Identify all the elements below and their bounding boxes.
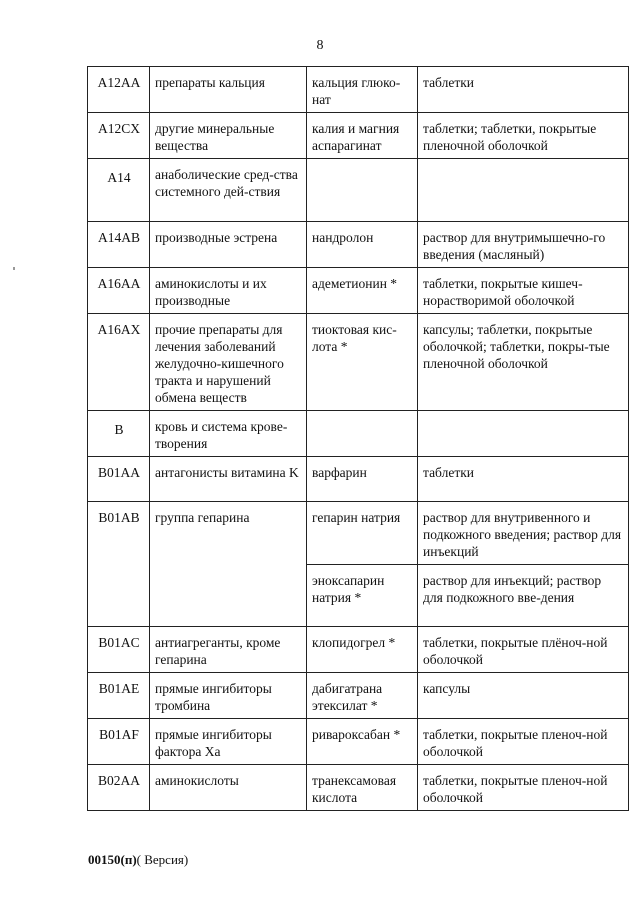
atc-code: B01AC	[88, 627, 150, 673]
atc-code: B01AB	[88, 502, 150, 627]
dosage-form: таблетки	[418, 67, 629, 113]
drug-name: дабигатрана этексилат *	[307, 673, 418, 719]
dosage-form: раствор для внутримышечно-го введения (масляный)	[418, 222, 629, 268]
table-row	[88, 457, 629, 502]
dosage-form: таблетки, покрытые кишеч-норастворимой оболочкой	[418, 268, 629, 314]
dosage-form: капсулы; таблетки, покрытые оболочкой; таблетки, покры-тые пленочной оболочкой	[418, 314, 629, 411]
table-row	[88, 765, 629, 811]
drug-name: транексамовая кислота	[307, 765, 418, 811]
group-name: антиагреганты, кроме гепарина	[150, 627, 307, 673]
atc-code: A12AA	[88, 67, 150, 113]
drug-table	[87, 66, 629, 811]
table-row	[88, 673, 629, 719]
group-name: препараты кальция	[150, 67, 307, 113]
group-name: кровь и система крове-творения	[150, 411, 307, 457]
document-code: 00150(п)	[88, 852, 137, 867]
drug-name: калия и магния аспарагинат	[307, 113, 418, 159]
page-number: 8	[316, 38, 324, 53]
atc-code: B	[88, 411, 150, 457]
drug-name: тиоктовая кис-лота *	[307, 314, 418, 411]
dosage-form: таблетки; таблетки, покрытые пленочной оболочкой	[418, 113, 629, 159]
group-name: производные эстрена	[150, 222, 307, 268]
group-name: прямые ингибиторы фактора Xa	[150, 719, 307, 765]
dosage-form: капсулы	[418, 673, 629, 719]
drug-name: гепарин натрия	[307, 502, 418, 565]
table-row	[88, 113, 629, 159]
table-row	[88, 67, 629, 113]
table-row	[88, 411, 629, 457]
document-footer	[88, 852, 188, 868]
atc-code: B01AF	[88, 719, 150, 765]
group-name: аминокислоты	[150, 765, 307, 811]
dosage-form: раствор для инъекций; раствор для подкожного вве-дения	[418, 565, 629, 627]
group-name: группа гепарина	[150, 502, 307, 627]
atc-code: A12CX	[88, 113, 150, 159]
dosage-form: таблетки, покрытые пленоч-ной оболочкой	[418, 719, 629, 765]
atc-code: A16AA	[88, 268, 150, 314]
table-row	[88, 502, 629, 565]
drug-name: варфарин	[307, 457, 418, 502]
table-row	[88, 314, 629, 411]
drug-name: эноксапарин натрия *	[307, 565, 418, 627]
table-row	[88, 268, 629, 314]
scan-speck	[13, 267, 15, 270]
table-row	[88, 719, 629, 765]
group-name: антагонисты витамина K	[150, 457, 307, 502]
table-row	[88, 627, 629, 673]
dosage-form	[418, 411, 629, 457]
dosage-form: таблетки	[418, 457, 629, 502]
group-name: прочие препараты для лечения заболеваний желудочно-кишечного тракта и нарушений обмена веществ	[150, 314, 307, 411]
version-label: ( Версия)	[136, 852, 189, 867]
drug-name: адеметионин *	[307, 268, 418, 314]
drug-name: клопидогрел *	[307, 627, 418, 673]
atc-code: A16AX	[88, 314, 150, 411]
dosage-form: таблетки, покрытые плёноч-ной оболочкой	[418, 627, 629, 673]
table-row	[88, 222, 629, 268]
drug-name: ривароксабан *	[307, 719, 418, 765]
atc-code: B01AA	[88, 457, 150, 502]
group-name: анаболические сред-ства системного дей-ствия	[150, 159, 307, 222]
drug-name	[307, 159, 418, 222]
dosage-form	[418, 159, 629, 222]
dosage-form: раствор для внутривенного и подкожного введения; раствор для инъекций	[418, 502, 629, 565]
group-name: прямые ингибиторы тромбина	[150, 673, 307, 719]
atc-code: B01AE	[88, 673, 150, 719]
table-row	[88, 159, 629, 222]
atc-code: A14AB	[88, 222, 150, 268]
drug-name: нандролон	[307, 222, 418, 268]
group-name: другие минеральные вещества	[150, 113, 307, 159]
atc-code: A14	[88, 159, 150, 222]
group-name: аминокислоты и их производные	[150, 268, 307, 314]
drug-name	[307, 411, 418, 457]
dosage-form: таблетки, покрытые пленоч-ной оболочкой	[418, 765, 629, 811]
atc-code: B02AA	[88, 765, 150, 811]
drug-name: кальция глюко-нат	[307, 67, 418, 113]
